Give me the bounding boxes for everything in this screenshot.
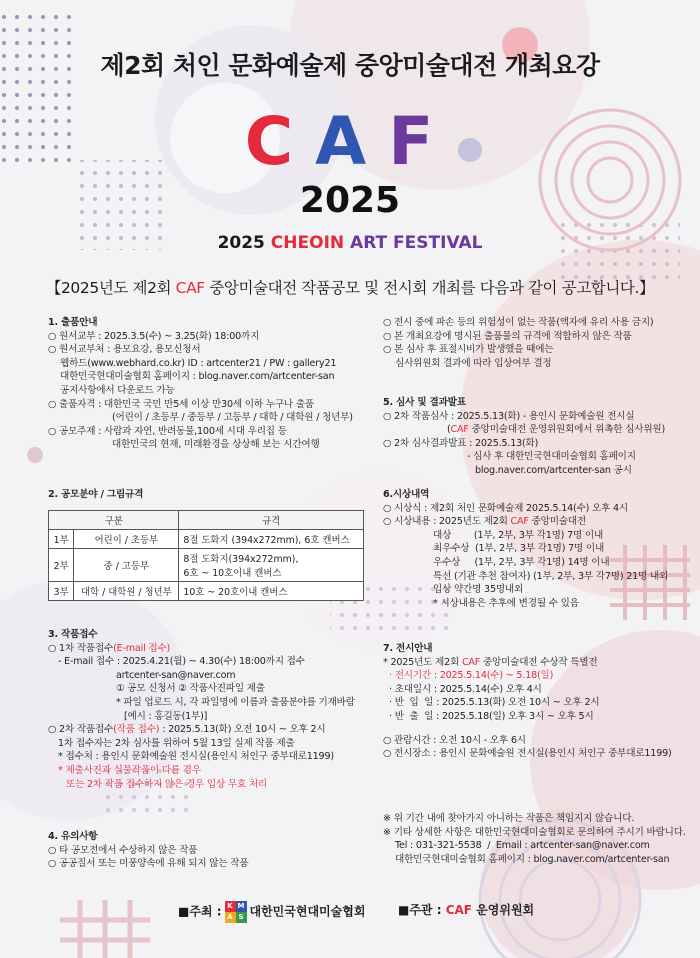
sec3-line: * 파일 업로드 시, 각 파일명에 이름과 출품분야를 기재바람 — [116, 696, 355, 708]
sec1-line: ○ 원서교부처 : 용모요강, 용모신청서 — [48, 344, 201, 356]
award-line: 우수상 (1부, 2부, 3부 각1명) 14명 이내 — [433, 556, 610, 568]
table-header-division: 구분 — [49, 511, 179, 530]
host-label: ■주최 : — [178, 904, 222, 919]
table-cell-division: 2부 — [49, 549, 74, 582]
sec1-line: (어린이 / 초등부 / 중등부 / 고등부 / 대학 / 대학원 / 청년부) — [112, 412, 353, 424]
first-submission-method: (E-mail 접수) — [113, 642, 171, 654]
exhibition-line: ○ 관람시간 : 오전 10시 - 오후 6시 — [383, 734, 526, 746]
organizer-caf: CAF — [445, 903, 472, 917]
footer-organizer — [398, 901, 534, 918]
sec6-awards-pre: ○ 시상내용 : 2025년도 제2회 — [383, 516, 511, 528]
spec-line: 8절 도화지(394x272mm), — [183, 554, 299, 565]
logo-letter: S — [236, 912, 247, 923]
exhibition-title — [383, 656, 672, 670]
spec-line: 6호 ~ 10호이내 캔버스 — [183, 568, 282, 579]
note-line: ※ 위 기간 내에 찾아가지 아니하는 작품은 책임지지 않습니다. — [383, 813, 635, 824]
table-cell-spec: 8절 도화지 (394x272mm), 6호 캔버스 — [179, 530, 364, 549]
section-7-heading: 7. 전시안내 — [383, 643, 433, 654]
first-submission — [48, 642, 355, 656]
exhibition-title-post: 중앙미술대전 수상작 특별전 — [480, 656, 598, 668]
section-5-heading: 5. 심사 및 결과발표 — [383, 397, 466, 408]
sec5-line: - 심사 후 대한민국현대미술협회 홈페이지 — [467, 451, 636, 463]
sec3-line: - E-mail 접수 : 2025.4.21(월) ~ 4.30(수) 18:00까지 접수 — [58, 656, 305, 668]
contact-line: 대한민국현대미술협회 홈페이지 : blog.naver.com/artcenter-san — [395, 853, 670, 865]
exhibition-period: · 전시기간 : 2025.5.14(수) ~ 5.18(일) — [389, 670, 554, 682]
sec6-awards-post: 중앙미술대전 — [528, 516, 586, 528]
table-cell-division: 3부 — [49, 582, 74, 601]
exhibition-line: ○ 전시장소 : 용인시 문화예술원 전시실(용인시 처인구 중부대로1199) — [383, 748, 672, 760]
sec4-line: ○ 타 공모전에서 수상하지 않은 작품 — [48, 844, 198, 856]
sec5-line: ○ 2차 심사결과발표 : 2025.5.13(화) — [383, 437, 539, 449]
sec1-line: 공지사항에서 다운로드 가능 — [60, 384, 175, 396]
sec5-line: ○ 2차 작품심사 : 2025.5.13(화) - 용인시 문화예술원 전시실 — [383, 410, 635, 422]
table-cell-group: 대학 / 대학원 / 청년부 — [74, 582, 179, 601]
caf-logo — [0, 103, 700, 180]
second-submission-label: ○ 2차 작품접수 — [48, 724, 114, 736]
sec1-line: 대한민국의 현재, 미래환경을 상상해 보는 시간여행 — [112, 439, 320, 451]
sec3-line: [예시 : 홍길동(1부)] — [124, 710, 208, 722]
caf-letter-f: F — [388, 103, 456, 180]
sec3-line: ① 공모 신청서 ② 작품사진파일 제출 — [116, 683, 265, 695]
section-4-continued — [383, 316, 653, 370]
table-cell-spec — [179, 549, 364, 582]
specification-table — [48, 510, 364, 601]
caution-line: 심사위원회 결과에 따라 입상여부 결정 — [395, 357, 552, 369]
organizer-label: ■주관 : — [398, 903, 446, 917]
caution-line: ○ 본 개최요강에 명시된 출품물의 규격에 적합하지 않은 작품 — [383, 330, 632, 342]
section-2 — [48, 488, 143, 502]
table-cell-spec: 10호 ~ 20호이내 캔버스 — [179, 582, 364, 601]
headline-post: 중앙미술대전 작품공모 및 전시회 개최를 다음과 같이 공고합니다.】 — [204, 279, 655, 297]
award-line: 최우수상 (1부, 2부, 3부 각1명) 7명 이내 — [433, 543, 605, 555]
organizer-name: 운영위원회 — [471, 903, 535, 917]
sec1-line: 대한민국현대미술협회 홈페이지 : blog.naver.com/artcenter-san — [60, 371, 335, 383]
festival-year: 2025 — [217, 233, 271, 253]
sec1-line: 웹하드(www.webhard.co.kr) ID : artcenter21 / PW : gallery21 — [60, 357, 337, 369]
second-submission-method: (작품 접수) — [113, 724, 160, 736]
exhibition-line: · 반 입 일 : 2025.5.13(화) 오전 10시 ~ 오후 2시 — [389, 697, 600, 709]
award-line: 대상 (1부, 2부, 3부 각1명) 7명 이내 — [433, 529, 604, 541]
award-note: * 시상내용은 추후에 변경될 수 있음 — [433, 597, 579, 609]
sec6-awards-caf: CAF — [510, 516, 529, 528]
sec5-jury — [383, 423, 665, 437]
caf-letter-c: C — [244, 103, 316, 180]
exhibition-line: · 초대일시 : 2025.5.14(수) 오후 4시 — [389, 683, 542, 695]
note-line: ※ 기타 상세한 사항은 대한민국현대미술협회로 문의하여 주시기 바랍니다. — [383, 826, 686, 838]
sec6-line: ○ 시상식 : 제2회 처인 문화예술제 2025.5.14(수) 오후 4시 — [383, 502, 629, 514]
exhibition-line: · 반 출 일 : 2025.5.18(일) 오후 3시 ~ 오후 5시 — [389, 710, 594, 722]
table-header-row — [49, 511, 364, 530]
sec5-jury-caf: CAF — [450, 424, 469, 436]
second-submission — [48, 723, 355, 737]
section-4-heading: 4. 유의사항 — [48, 831, 98, 842]
table-cell-group: 중 / 고등부 — [74, 549, 179, 582]
first-submission-label: ○ 1차 작품접수 — [48, 642, 114, 654]
table-header-spec: 규격 — [179, 511, 364, 530]
sec5-jury-open: ( — [447, 424, 451, 436]
logo-letter: A — [225, 912, 236, 923]
festival-art: ART — [350, 233, 394, 253]
sec3-line: * 접수처 : 용인시 문화예술원 전시실(용인시 처인구 중부대로1199) — [58, 751, 334, 763]
caution-line: ○ 본 심사 후 표절시비가 발생했을 때에는 — [383, 344, 554, 356]
exhibition-title-pre: * 2025년도 제2회 — [383, 656, 462, 668]
award-line: 입상 약간명 35명내외 — [433, 584, 524, 596]
announcement-headline — [0, 276, 700, 298]
sec3-line: 1차 접수자는 2차 심사를 위하여 5월 13일 실제 작품 제출 — [58, 737, 295, 749]
sec3-warning: 또는 2차 작품 접수하지 않은 경우 입상 무효 처리 — [66, 778, 267, 790]
kmas-logo — [225, 901, 247, 923]
table-cell-group: 어린이 / 초등부 — [74, 530, 179, 549]
headline-caf: CAF — [175, 279, 205, 297]
festival-word: FESTIVAL — [393, 233, 483, 253]
sec5-line: blog.naver.com/artcenter-san 공시 — [475, 464, 632, 476]
footer-host — [178, 901, 365, 923]
section-6 — [383, 488, 668, 610]
section-1-heading: 1. 출품안내 — [48, 317, 98, 328]
exhibition-title-caf: CAF — [461, 656, 481, 668]
sec4-line: ○ 공공질서 또는 미풍양속에 유해 되지 않는 작품 — [48, 858, 249, 870]
festival-cheoin: CHEOIN — [270, 233, 351, 253]
sec1-line: ○ 원서교부 : 2025.3.5(수) ~ 3.25(화) 18:00까지 — [48, 330, 260, 342]
table-row — [49, 549, 364, 582]
caf-letter-a: A — [315, 103, 389, 180]
table-cell-division: 1부 — [49, 530, 74, 549]
host-name: 대한민국현대미술협회 — [249, 904, 366, 919]
logo-letter: K — [225, 901, 236, 912]
poster-title: 제2회 처인 문화예술제 중앙미술대전 개최요강 — [100, 51, 600, 80]
sec5-jury-text: 중앙미술대전 운영위원회에서 위촉한 심사위원) — [468, 424, 666, 436]
caution-line: ○ 전시 중에 파손 등의 위험성이 없는 작품(액자에 유리 사용 금지) — [383, 317, 654, 328]
table-row — [49, 530, 364, 549]
headline-pre: 【2025년도 제2회 — [45, 279, 176, 297]
submission-email: artcenter-san@naver.com — [116, 669, 236, 681]
sec1-line: ○ 공모주제 : 사람과 자연, 반려동물,100세 시대 우리집 등 — [48, 425, 287, 437]
section-3 — [48, 628, 355, 791]
section-6-heading: 6.시상내역 — [383, 489, 430, 500]
section-2-heading: 2. 공모분야 / 그림규격 — [48, 489, 144, 500]
second-submission-date: : 2025.5.13(화) 오전 10시 ~ 오후 2시 — [159, 724, 326, 736]
section-7 — [383, 642, 672, 761]
logo-letter: M — [236, 901, 247, 912]
sec6-awards-intro — [383, 515, 668, 529]
section-4 — [48, 830, 248, 871]
section-3-heading: 3. 작품접수 — [48, 629, 98, 640]
poster-year: 2025 — [299, 180, 401, 221]
sec3-warning: * 제출사진과 실물작품이 다를 경우 — [58, 764, 201, 776]
sec1-line: ○ 출품자격 : 대한민국 국민 만5세 이상 만30세 이하 누구나 출품 — [48, 398, 314, 410]
festival-name — [0, 233, 700, 253]
table-row — [49, 582, 364, 601]
section-5 — [383, 396, 665, 478]
award-line: 특선 (기관 추천 참여자) (1부, 2부, 3부 각7명) 21명 내외 — [433, 570, 669, 582]
section-1 — [48, 316, 353, 452]
contact-line: Tel : 031-321-5538 / Email : artcenter-san@naver.com — [395, 840, 650, 852]
notes — [383, 812, 686, 866]
